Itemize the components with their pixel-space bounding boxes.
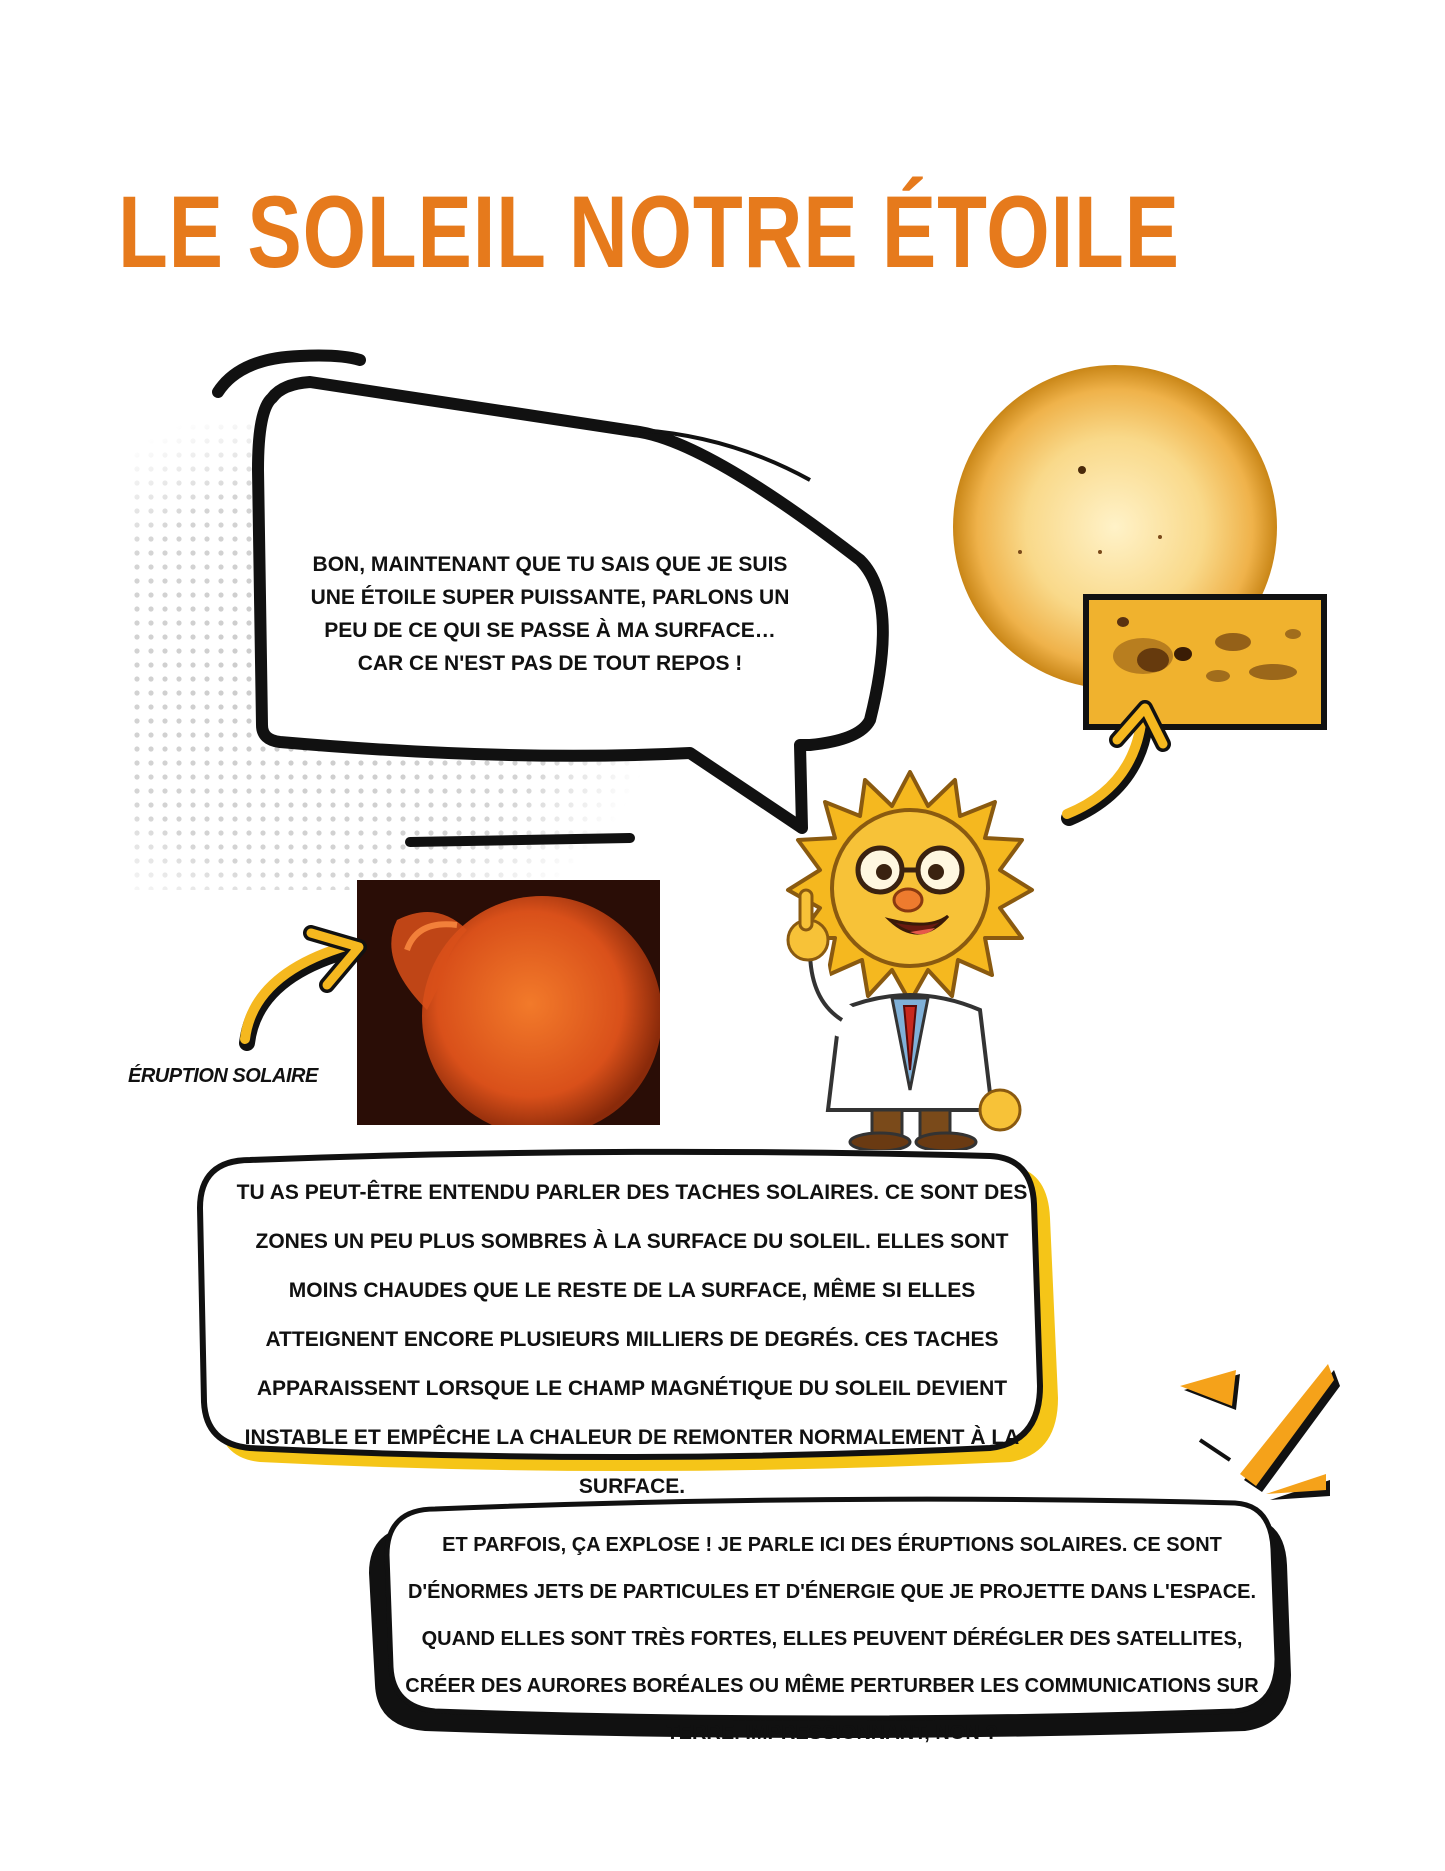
burst-icon <box>1180 1360 1360 1510</box>
speech-bubble-text: BON, MAINTENANT QUE TU SAIS QUE JE SUIS UNE ÉTOILE SUPER PUISSANTE, PARLONS UN PEU DE CE QUI SE PASSE À MA SURFACE… CAR CE N'EST PAS DE TOUT REPOS ! <box>310 553 790 675</box>
eruption-caption: ÉRUPTION SOLAIRE <box>128 1065 318 1087</box>
sun-mascot <box>780 770 1040 1150</box>
sunspots-text: TU AS PEUT-ÊTRE ENTENDU PARLER DES TACHES SOLAIRES. CE SONT DES ZONES UN PEU PLUS SOMBRES À LA SURFACE DU SOLEIL. ELLES SONT MOINS CHAUDES QUE LE RESTE DE LA SURFACE, MÊME SI ELLES ATTEIGNENT ENCORE PLUSIEURS MILLIERS DE DEGRÉS. CES TACHES APPARAISSENT LORSQUE LE CHAMP MAGNÉTIQUE DU SOLEIL DEVIENT INSTABLE ET EMPÊCHE LA CHALEUR DE REMONTER NORMALEMENT À LA SURFACE. <box>236 1181 1028 1498</box>
solar-flare-photo <box>357 880 660 1125</box>
arrow-icon-flare <box>235 925 375 1055</box>
eruptions-text: ET PARFOIS, ÇA EXPLOSE ! JE PARLE ICI DES ÉRUPTIONS SOLAIRES. CE SONT D'ÉNORMES JETS DE PARTICULES ET D'ÉNERGIE QUE JE PROJETTE DANS L'ESPACE. QUAND ELLES SONT TRÈS FORTES, ELLES PEUVENT DÉRÉGLER DES SATELLITES, CRÉER DES AURORES BORÉALES OU MÊME PERTURBER LES COMMUNICATIONS SUR TERRE. IMPRESSIONNANT, NON ? <box>405 1534 1259 1744</box>
page-title: LE SOLEIL NOTRE ÉTOILE <box>118 175 1180 289</box>
arrow-icon-sunspot <box>1055 700 1175 830</box>
